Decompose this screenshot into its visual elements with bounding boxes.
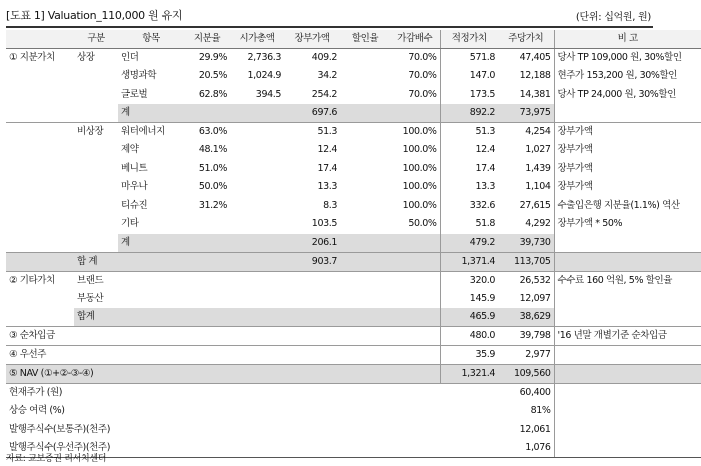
subtotal-label: 합계 [74, 308, 118, 327]
share-cell: 63.0% [184, 123, 230, 142]
item-name: 글로벌 [121, 88, 148, 100]
book-cell: 12.4 [317, 144, 337, 156]
mult-cell: 70.0% [408, 52, 437, 63]
cap-cell: 394.5 [255, 88, 281, 100]
table-row [6, 123, 701, 142]
note-cell: 장부가액 * 50% [557, 218, 623, 230]
header-cell: 장부가액 [284, 30, 340, 49]
ps-cell: 4,292 [498, 215, 554, 234]
source-note: 자료: 교보증권 리서치센터 [6, 454, 107, 464]
ps-cell: 14,381 [498, 86, 554, 105]
total-label: 합 계 [74, 252, 284, 271]
subtotal-row [6, 104, 701, 123]
value-cell: 1,076 [498, 439, 554, 458]
header-cell: 시가총액 [230, 30, 284, 49]
ps-cell: 4,254 [498, 123, 554, 142]
table-row [6, 86, 701, 105]
fair-cell: 12.4 [440, 141, 498, 160]
ps-cell: 113,705 [498, 252, 554, 271]
value-cell: 81% [498, 402, 554, 421]
row-label: 발행주식수(우선주)(천주) [6, 439, 498, 458]
item-name: 마우나 [121, 181, 148, 193]
fair-cell: 51.8 [440, 215, 498, 234]
header-cell: 주당가치 [498, 30, 554, 49]
mult-cell: 50.0% [408, 218, 437, 230]
ps-cell: 39,798 [498, 327, 554, 346]
book-cell: 206.1 [284, 234, 340, 253]
table-row [6, 160, 701, 179]
section-label: ④ 우선주 [6, 346, 440, 365]
ps-cell: 39,730 [498, 234, 554, 253]
table-row [6, 49, 701, 68]
book-cell: 17.4 [317, 162, 337, 174]
book-cell: 51.3 [284, 123, 340, 142]
ps-cell: 73,975 [498, 104, 554, 123]
fair-cell: 1,371.4 [440, 252, 498, 271]
book-cell: 8.3 [323, 199, 337, 211]
category-label: 비상장 [74, 123, 118, 142]
ps-cell: 38,629 [498, 308, 554, 327]
section-label: ② 기타가치 [6, 271, 74, 290]
book-cell: 254.2 [311, 88, 337, 100]
item-name: 인더 [121, 52, 139, 63]
table-row [6, 402, 701, 421]
note-cell: 당사 TP 24,000 원, 30%할인 [557, 88, 676, 100]
ps-cell: 26,532 [498, 271, 554, 290]
fair-cell: 320.0 [440, 271, 498, 290]
fair-cell: 465.9 [440, 308, 498, 327]
mult-cell: 100.0% [402, 144, 437, 156]
book-cell: 409.2 [311, 52, 337, 63]
table-row [6, 421, 701, 440]
unit-label: (단위: 십억원, 원) [575, 12, 651, 23]
table-row [6, 439, 701, 458]
mult-cell: 100.0% [402, 162, 437, 174]
nav-row [6, 365, 701, 384]
ps-cell: 12,097 [498, 290, 554, 309]
ps-cell: 47,405 [498, 49, 554, 68]
mult-cell: 100.0% [402, 199, 437, 211]
table-row [6, 215, 701, 234]
section-label: ③ 순차입금 [6, 327, 440, 346]
subtotal-row [6, 234, 701, 253]
note-cell: 당사 TP 109,000 원, 30%할인 [557, 52, 682, 63]
table-row [6, 67, 701, 86]
share-cell: 50.0% [198, 181, 227, 193]
note-cell: 장부가액 [557, 162, 593, 174]
share-cell: 29.9% [198, 52, 227, 63]
mult-cell: 70.0% [408, 88, 437, 100]
note-cell: 장부가액 [557, 181, 593, 193]
cap-cell: 1,024.9 [247, 70, 281, 82]
item-name: 생명과학 [121, 70, 157, 82]
fair-cell: 51.3 [440, 123, 498, 142]
ps-cell: 1,027 [498, 141, 554, 160]
item-name: 티슈진 [121, 199, 148, 211]
fair-cell: 35.9 [440, 346, 498, 365]
ps-cell: 27,615 [498, 197, 554, 216]
fair-cell: 1,321.4 [440, 365, 498, 384]
note-cell [554, 290, 701, 309]
subtotal-row [6, 308, 701, 327]
section-label: ① 지분가치 [9, 52, 55, 63]
subtotal-label: 계 [118, 234, 184, 253]
book-cell: 103.5 [311, 218, 337, 230]
fair-cell: 13.3 [440, 178, 498, 197]
mult-cell: 70.0% [408, 70, 437, 82]
ps-cell: 1,439 [498, 160, 554, 179]
section-label: ⑤ NAV (①+②-③-④) [6, 365, 440, 384]
subtotal-label: 계 [118, 104, 184, 123]
share-cell: 62.8% [198, 88, 227, 100]
share-cell: 20.5% [198, 70, 227, 82]
header-cell [6, 30, 74, 49]
table-row [6, 384, 701, 403]
valuation-table [6, 30, 701, 458]
ps-cell: 109,560 [498, 365, 554, 384]
book-cell: 34.2 [317, 70, 337, 82]
fair-cell: 571.8 [440, 49, 498, 68]
fair-cell: 479.2 [440, 234, 498, 253]
share-cell: 31.2% [198, 199, 227, 211]
header-cell: 가감배수 [390, 30, 440, 49]
table-row [6, 290, 701, 309]
value-cell: 60,400 [498, 384, 554, 403]
table-row [6, 271, 701, 290]
table-row [6, 141, 701, 160]
mult-cell: 100.0% [390, 123, 440, 142]
share-cell: 51.0% [198, 162, 227, 174]
ps-cell: 2,977 [498, 346, 554, 365]
note-cell: 수수료 160 억원, 5% 할인율 [554, 271, 701, 290]
fair-cell: 17.4 [440, 160, 498, 179]
mult-cell: 100.0% [402, 181, 437, 193]
ps-cell: 12,188 [498, 67, 554, 86]
discount-cell [340, 49, 390, 68]
cap-cell: 2,736.3 [247, 52, 281, 63]
row-label: 발행주식수(보통주)(천주) [9, 423, 110, 435]
note-cell: 장부가액 [557, 144, 593, 156]
note-cell: 현주가 153,200 원, 30%할인 [557, 70, 678, 82]
table-title: [도표 1] Valuation_110,000 원 유지 [6, 9, 183, 22]
table-row [6, 197, 701, 216]
note-cell: 수출입은행 지분율(1.1%) 역산 [557, 199, 680, 211]
title-bar [6, 6, 653, 28]
book-cell: 903.7 [284, 252, 340, 271]
item-name: 부동산 [77, 292, 104, 304]
fair-cell: 173.5 [440, 86, 498, 105]
fair-cell: 892.2 [440, 104, 498, 123]
fair-cell: 145.9 [440, 290, 498, 309]
note-cell: '16 년말 개별기준 순차입금 [554, 327, 701, 346]
share-cell [184, 215, 230, 234]
item-name: 워터에너지 [118, 123, 184, 142]
fair-cell: 147.0 [440, 67, 498, 86]
book-cell: 697.6 [284, 104, 340, 123]
item-name: 베니트 [121, 162, 148, 174]
header-cell: 비 고 [554, 30, 701, 49]
item-name: 기타 [121, 218, 139, 230]
header-cell: 지분율 [184, 30, 230, 49]
note-cell: 장부가액 [554, 123, 701, 142]
row-label: 현재주가 (원) [6, 384, 498, 403]
table-row [6, 346, 701, 365]
share-cell: 48.1% [198, 144, 227, 156]
item-name: 브랜드 [74, 271, 118, 290]
header-cell: 구분 [74, 30, 118, 49]
row-label: 상승 여력 (%) [9, 405, 65, 417]
header-cell: 적정가치 [440, 30, 498, 49]
fair-cell: 480.0 [440, 327, 498, 346]
header-row [6, 30, 701, 49]
item-name: 제약 [121, 144, 139, 156]
header-cell: 항목 [118, 30, 184, 49]
table-row [6, 327, 701, 346]
value-cell: 12,061 [498, 421, 554, 440]
category-label: 상장 [77, 52, 95, 63]
header-cell: 할인율 [340, 30, 390, 49]
total-row [6, 252, 701, 271]
table-row [6, 178, 701, 197]
book-cell: 13.3 [317, 181, 337, 193]
fair-cell: 332.6 [440, 197, 498, 216]
ps-cell: 1,104 [498, 178, 554, 197]
